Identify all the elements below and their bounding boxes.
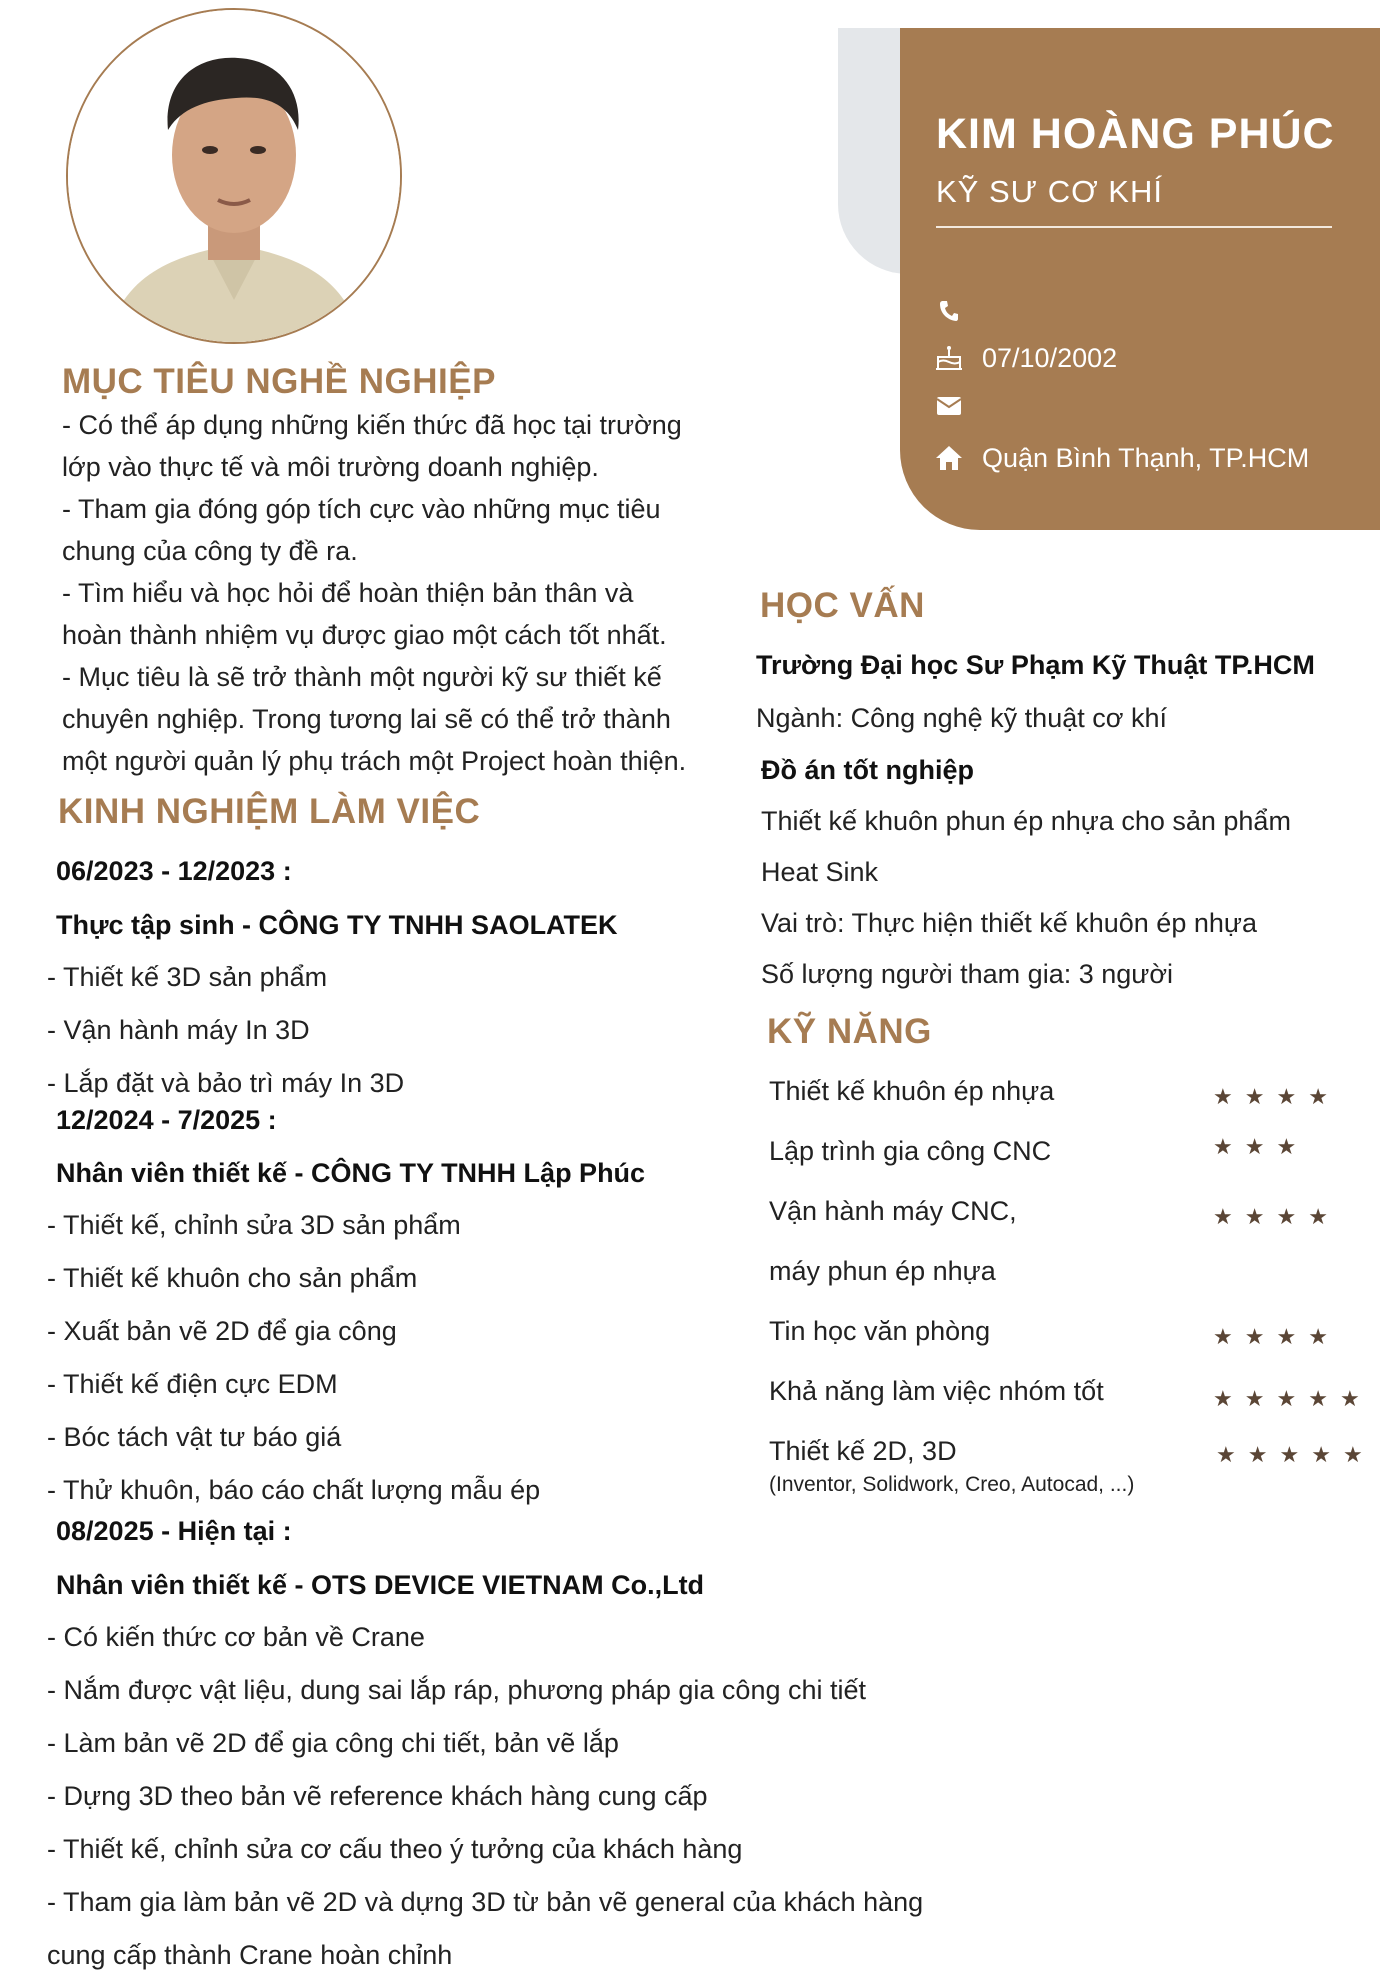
star-icon: ★: [1276, 1324, 1297, 1349]
envelope-icon: [934, 391, 964, 421]
project-line: Heat Sink: [761, 857, 879, 887]
project-line: Số lượng người tham gia: 3 người: [761, 959, 1174, 989]
job-role: Thực tập sinh - CÔNG TY TNHH SAOLATEK: [56, 910, 618, 940]
experience-heading: KINH NGHIỆM LÀM VIỆC: [58, 792, 481, 831]
header-card: [900, 28, 1380, 530]
star-icon: ★: [1213, 1386, 1233, 1411]
skill-label: Thiết kế khuôn ép nhựa: [769, 1076, 1055, 1106]
star-icon: ★: [1308, 1386, 1328, 1411]
phone-icon: [934, 296, 964, 326]
job-task: - Thiết kế 3D sản phẩm: [47, 962, 328, 992]
job-task: - Thiết kế khuôn cho sản phẩm: [47, 1263, 418, 1293]
objective-line: - Mục tiêu là sẽ trở thành một người kỹ sư thiết kế: [62, 662, 662, 692]
job-period: 12/2024 - 7/2025 :: [56, 1105, 277, 1135]
star-icon: ★: [1279, 1442, 1300, 1467]
contact-address: [934, 438, 1309, 478]
skill-label: máy phun ép nhựa: [769, 1256, 996, 1286]
star-icon: ★: [1213, 1084, 1233, 1109]
objective-line: - Có thể áp dụng những kiến thức đã học tại trường: [62, 410, 682, 440]
skill-rating: [1213, 1086, 1328, 1108]
objective-line: hoàn thành nhiệm vụ được giao một cách tốt nhất.: [62, 620, 667, 650]
job-task: - Lắp đặt và bảo trì máy In 3D: [47, 1068, 405, 1098]
star-icon: ★: [1213, 1204, 1233, 1229]
star-icon: ★: [1276, 1204, 1297, 1229]
star-icon: ★: [1244, 1324, 1265, 1349]
job-task: - Bóc tách vật tư báo giá: [47, 1422, 342, 1452]
star-icon: ★: [1216, 1442, 1236, 1467]
star-icon: ★: [1308, 1204, 1328, 1229]
contact-birthday: [934, 338, 1117, 378]
objective-line: một người quản lý phụ trách một Project hoàn thiện.: [62, 746, 687, 776]
skill-label: Lập trình gia công CNC: [769, 1136, 1052, 1166]
home-icon: [934, 443, 964, 473]
skill-label: Vận hành máy CNC,: [769, 1196, 1017, 1226]
star-icon: ★: [1342, 1442, 1363, 1467]
skill-label: Tin học văn phòng: [769, 1316, 991, 1346]
job-period: 06/2023 - 12/2023 :: [56, 856, 292, 886]
star-icon: ★: [1308, 1324, 1328, 1349]
project-label: Đồ án tốt nghiệp: [761, 755, 974, 785]
objective-heading: MỤC TIÊU NGHỀ NGHIỆP: [62, 362, 496, 401]
star-icon: ★: [1276, 1134, 1297, 1159]
star-icon: ★: [1213, 1324, 1233, 1349]
job-task: - Xuất bản vẽ 2D để gia công: [47, 1316, 397, 1346]
skill-note: (Inventor, Solidwork, Creo, Autocad, ...): [769, 1473, 1135, 1496]
objective-line: - Tìm hiểu và học hỏi để hoàn thiện bản thân và: [62, 578, 634, 608]
job-task: - Tham gia làm bản vẽ 2D và dựng 3D từ bản vẽ general của khách hàng: [47, 1887, 924, 1917]
job-task: - Thử khuôn, báo cáo chất lượng mẫu ép: [47, 1475, 541, 1505]
star-icon: ★: [1276, 1386, 1297, 1411]
star-icon: ★: [1276, 1084, 1297, 1109]
major: Ngành: Công nghệ kỹ thuật cơ khí: [756, 703, 1167, 733]
job-role: Nhân viên thiết kế - CÔNG TY TNHH Lập Phúc: [56, 1158, 646, 1188]
project-line: Vai trò: Thực hiện thiết kế khuôn ép nhựa: [761, 908, 1257, 938]
job-task: - Có kiến thức cơ bản về Crane: [47, 1622, 425, 1652]
skill-rating: [1216, 1444, 1363, 1466]
objective-line: - Tham gia đóng góp tích cực vào những mục tiêu: [62, 494, 661, 524]
skill-rating: [1213, 1326, 1328, 1348]
job-task: - Nắm được vật liệu, dung sai lắp ráp, phương pháp gia công chi tiết: [47, 1675, 867, 1705]
job-task: - Thiết kế, chỉnh sửa 3D sản phẩm: [47, 1210, 461, 1240]
objective-line: chung của công ty đề ra.: [62, 536, 358, 566]
job-task: cung cấp thành Crane hoàn chỉnh: [47, 1940, 453, 1970]
job-task: - Làm bản vẽ 2D để gia công chi tiết, bản vẽ lắp: [47, 1728, 619, 1758]
job-period: 08/2025 - Hiện tại :: [56, 1516, 292, 1546]
full-name: KIM HOÀNG PHÚC: [936, 110, 1335, 158]
skill-rating: [1213, 1136, 1296, 1158]
school-name: Trường Đại học Sư Phạm Kỹ Thuật TP.HCM: [756, 650, 1315, 680]
job-task: - Vận hành máy In 3D: [47, 1015, 310, 1045]
star-icon: ★: [1244, 1386, 1265, 1411]
star-icon: ★: [1213, 1134, 1233, 1159]
objective-line: chuyên nghiệp. Trong tương lai sẽ có thể trở thành: [62, 704, 671, 734]
job-task: - Thiết kế, chỉnh sửa cơ cấu theo ý tưởng của khách hàng: [47, 1834, 743, 1864]
skill-label: Khả năng làm việc nhóm tốt: [769, 1376, 1104, 1406]
job-task: - Dựng 3D theo bản vẽ reference khách hàng cung cấp: [47, 1781, 708, 1811]
birthday-text: 07/10/2002: [982, 342, 1118, 373]
job-title: KỸ SƯ CƠ KHÍ: [936, 174, 1163, 209]
star-icon: ★: [1339, 1386, 1360, 1411]
project-line: Thiết kế khuôn phun ép nhựa cho sản phẩm: [761, 806, 1291, 836]
birthday-cake-icon: [934, 343, 964, 373]
star-icon: ★: [1311, 1442, 1331, 1467]
star-icon: ★: [1244, 1204, 1265, 1229]
portrait-photo: [68, 10, 400, 342]
address-text: Quận Bình Thạnh, TP.HCM: [982, 442, 1310, 473]
star-icon: ★: [1244, 1084, 1265, 1109]
star-icon: ★: [1244, 1134, 1265, 1159]
objective-line: lớp vào thực tế và môi trường doanh nghiệp.: [62, 452, 599, 482]
star-icon: ★: [1308, 1084, 1328, 1109]
skills-heading: KỸ NĂNG: [767, 1012, 932, 1051]
skill-rating: [1213, 1206, 1328, 1228]
skill-rating: [1213, 1388, 1360, 1410]
star-icon: ★: [1247, 1442, 1268, 1467]
job-role: Nhân viên thiết kế - OTS DEVICE VIETNAM Co.,Ltd: [56, 1570, 705, 1600]
header-divider: [936, 226, 1332, 228]
job-task: - Thiết kế điện cực EDM: [47, 1369, 338, 1399]
contact-email: [934, 386, 982, 426]
education-heading: HỌC VẤN: [760, 586, 925, 625]
skill-label: Thiết kế 2D, 3D: [769, 1436, 957, 1466]
avatar: [66, 8, 402, 344]
contact-phone: [934, 291, 982, 331]
